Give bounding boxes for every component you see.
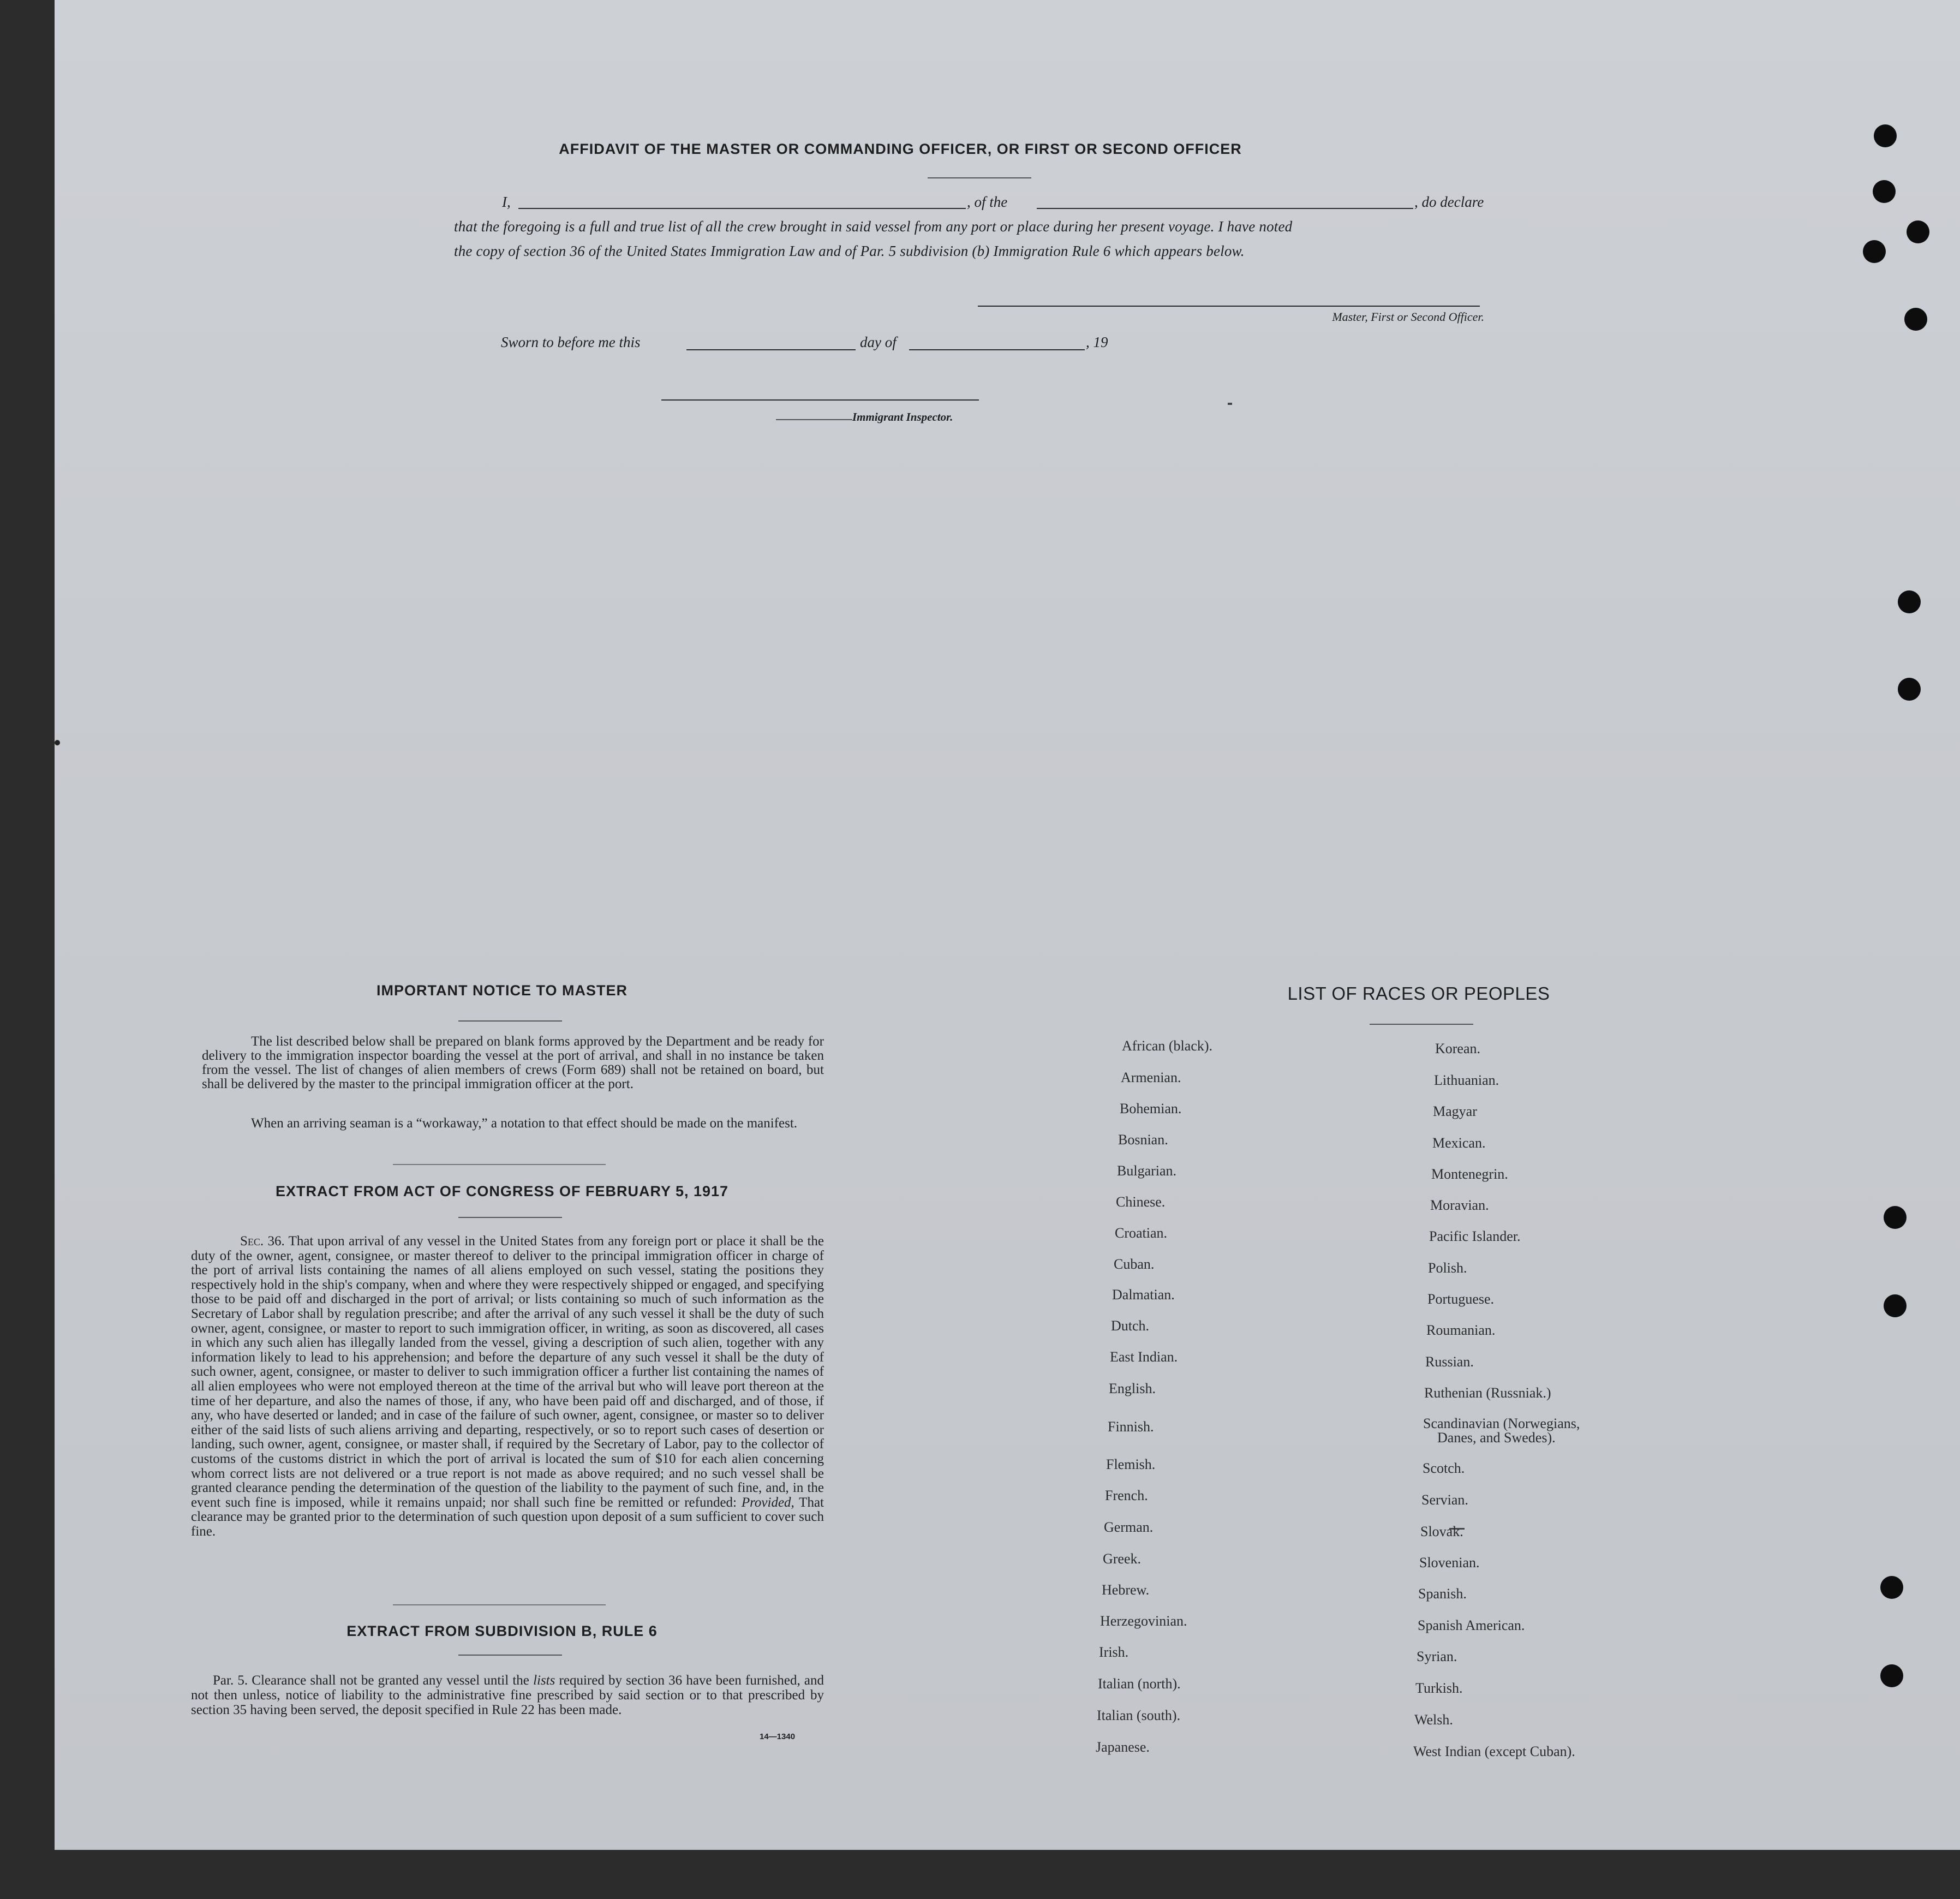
race-item: Finnish.: [1108, 1419, 1154, 1435]
race-item: Italian (south).: [1097, 1707, 1181, 1723]
inspector-label: Immigrant Inspector.: [852, 410, 953, 423]
rule-extract-body: [191, 1673, 824, 1717]
race-item: Moravian.: [1430, 1197, 1489, 1213]
divider: [458, 1020, 562, 1022]
binder-hole: [1874, 124, 1897, 147]
section-36-text: That upon arrival of any vessel in the United States from any foreign port or place it shall be the duty of the owner, agent, consignee, or master thereof to deliver to the principal immigration officer in charge of the port of arrival lists containing the names of all aliens employed on such vessel, stating the positions they respectively hold in the ship's company, when and where they were respectively shipped or engaged, and specifying those to be paid off and discharged in the port of arrival; or lists containing so much of such information as the Secretary of Labor shall by regulation prescribe; and after the arrival of any such vessel it shall be the duty of such owner, agent, consignee, or master to report to such immigration officer, in writing, as soon as discovered, all cases in which any such alien has illegally landed from the vessel, giving a description of such alien, together with any information likely to lead to his apprehension; and before the departure of any such vessel it shall be the duty of such owner, agent, consignee, or master to deliver to such immigration officer a further list containing the names of all alien employees who were not employed thereon at the time of the arrival but who will leave port thereon at the time of her departure, and also the names of those, if any, who have been paid off and discharged, and of those, if any, who have deserted or landed; and in case of the failure of such owner, agent, consignee, or master so to deliver either of the said lists of such aliens arriving and departing, respectively, or so to report such cases of desertion or landing, such owner, agent, consignee, or master shall, if required by the Secretary of Labor, pay to the collector of customs of the customs district in which the port of arrival is located the sum of $10 for each alien concerning whom correct lists are not delivered or a true report is not made as above required; and no such vessel shall be granted clearance pending the determination of the question of the liability to the payment of such fine, and, in the event such fine is imposed, while it remains unpaid; nor shall such fine be remitted or refunded:: [191, 1234, 824, 1510]
race-item: Scotch.: [1423, 1460, 1465, 1476]
master-name-blank[interactable]: [518, 208, 966, 209]
race-item: Cuban.: [1114, 1256, 1155, 1272]
race-item: Pacific Islander.: [1429, 1228, 1521, 1244]
race-item: Dalmatian.: [1112, 1287, 1175, 1303]
section-label: Sec. 36.: [240, 1234, 285, 1249]
race-item: Greek.: [1103, 1551, 1142, 1567]
race-item: Irish.: [1099, 1644, 1129, 1660]
race-item: Chinese.: [1116, 1194, 1166, 1210]
race-item: Herzegovinian.: [1100, 1613, 1187, 1629]
paper-sheet: [55, 0, 1960, 1850]
race-item: Turkish.: [1415, 1680, 1463, 1696]
race-item: Magyar: [1433, 1103, 1477, 1119]
affidavit-line-3: the copy of section 36 of the United States Immigration Law and of Par. 5 subdivision (b) Immigration Rule 6 which appears below.: [454, 243, 1245, 259]
binder-hole: [1873, 180, 1896, 203]
race-item: East Indian.: [1110, 1349, 1178, 1365]
race-item: Armenian.: [1121, 1070, 1181, 1085]
race-item: Roumanian.: [1426, 1322, 1496, 1338]
sworn-text: Sworn to before me this: [501, 334, 641, 350]
divider: [458, 1655, 562, 1656]
race-item: German.: [1104, 1519, 1154, 1535]
inspector-short-rule: [776, 419, 852, 420]
race-item: Bosnian.: [1118, 1132, 1168, 1148]
race-item: Ruthenian (Russniak.): [1424, 1385, 1551, 1401]
race-item-line: Scandinavian (Norwegians,: [1423, 1416, 1580, 1431]
inspector-signature-blank[interactable]: [661, 399, 979, 401]
races-title: LIST OF RACES OR PEOPLES: [1287, 983, 1550, 1004]
dust-spot: [55, 740, 60, 745]
race-item: Mexican.: [1432, 1135, 1486, 1151]
stray-mark: [1228, 403, 1232, 405]
binder-hole: [1898, 678, 1921, 701]
race-item: Bohemian.: [1120, 1101, 1182, 1116]
section-36-end-text: That clearance may be granted prior to the determination of such question upon deposit of a sum sufficient to cover such fine.: [191, 1495, 824, 1539]
race-item: West Indian (except Cuban).: [1413, 1743, 1575, 1759]
divider: [458, 1217, 562, 1218]
race-item: Italian (north).: [1098, 1676, 1181, 1692]
race-item: Syrian.: [1417, 1649, 1457, 1664]
notice-paragraph-2: When an arriving seaman is a “workaway,” a notation to that effect should be made on the manifest.: [251, 1116, 798, 1131]
lists-text: lists: [533, 1673, 555, 1688]
race-item: Portuguese.: [1427, 1291, 1495, 1307]
divider: [1370, 1024, 1473, 1025]
form-number: 14—1340: [760, 1732, 796, 1741]
binder-hole: [1904, 308, 1927, 331]
divider: [393, 1164, 606, 1165]
notice-title: IMPORTANT NOTICE TO MASTER: [377, 982, 628, 999]
race-item: Slovak.: [1420, 1524, 1463, 1539]
binder-hole: [1884, 1206, 1907, 1229]
race-item: Hebrew.: [1102, 1582, 1150, 1598]
race-item: Polish.: [1428, 1260, 1467, 1276]
sworn-line: [501, 334, 1210, 354]
binder-hole: [1880, 1664, 1903, 1687]
race-item: Japanese.: [1096, 1739, 1150, 1755]
sworn-day-blank[interactable]: [686, 349, 856, 350]
divider: [393, 1604, 606, 1605]
signature-blank[interactable]: [978, 306, 1480, 307]
binder-hole: [1898, 590, 1921, 613]
affidavit-title: AFFIDAVIT OF THE MASTER OR COMMANDING OFFICER, OR FIRST OR SECOND OFFICER: [559, 141, 1242, 157]
race-item: Russian.: [1425, 1354, 1474, 1370]
notice-paragraph-1: The list described below shall be prepared on blank forms approved by the Department and be ready for delivery to the immigration inspector boarding the vessel at the port of arrival, and shall in no instance be taken from the vessel. The list of changes of alien members of crews (Form 689) shall not be retained on board, but shall be delivered by the master to the principal immigration officer at the port.: [202, 1034, 824, 1091]
affidavit-i-text: I,: [502, 194, 511, 210]
binder-hole: [1863, 240, 1886, 263]
race-item: Welsh.: [1414, 1712, 1453, 1728]
race-item: Spanish.: [1418, 1586, 1467, 1602]
race-item: African (black).: [1122, 1038, 1213, 1054]
race-item: Lithuanian.: [1434, 1072, 1499, 1088]
race-item: Korean.: [1435, 1041, 1481, 1056]
year-prefix-text: , 19: [1086, 334, 1108, 350]
race-item: Servian.: [1421, 1492, 1468, 1508]
binder-hole: [1884, 1294, 1907, 1317]
race-item: Dutch.: [1111, 1318, 1150, 1334]
race-item: Croatian.: [1115, 1225, 1168, 1241]
par-5-end-text: required by section 36 have been furnished, and not then unless, notice of liability to the administrative fine prescribed by said section or to that prescribed by section 35 having been served, the deposit specified in Rule 22 has been made.: [191, 1673, 824, 1717]
divider: [928, 177, 1031, 178]
race-item: Bulgarian.: [1117, 1163, 1177, 1179]
day-of-text: day of: [860, 334, 897, 350]
race-item: Flemish.: [1106, 1456, 1156, 1472]
binder-hole: [1907, 220, 1929, 243]
race-item: Montenegrin.: [1431, 1166, 1508, 1182]
race-item: English.: [1109, 1381, 1156, 1396]
binder-hole: [1880, 1576, 1903, 1599]
act-extract-title: EXTRACT FROM ACT OF CONGRESS OF FEBRUARY 5, 1917: [275, 1183, 729, 1199]
vessel-name-blank[interactable]: [1037, 208, 1413, 209]
declare-text: , do declare: [1414, 194, 1484, 210]
par-5-text: Par. 5. Clearance shall not be granted any vessel until the: [213, 1673, 529, 1688]
of-the-text: , of the: [967, 194, 1008, 210]
provided-text: Provided,: [741, 1495, 794, 1510]
race-item: Slovenian.: [1419, 1555, 1480, 1570]
race-item: Spanish American.: [1418, 1617, 1525, 1633]
race-item-continuation: Danes, and Swedes).: [1437, 1430, 1556, 1446]
affidavit-line-2: that the foregoing is a full and true list of all the crew brought in said vessel from any port or place during her present voyage. I have noted: [454, 218, 1293, 235]
rule-extract-title: EXTRACT FROM SUBDIVISION B, RULE 6: [346, 1623, 658, 1639]
affidavit-line-1: [502, 194, 1571, 212]
act-extract-body: [191, 1234, 824, 1539]
sworn-month-blank[interactable]: [909, 349, 1085, 350]
signature-label: Master, First or Second Officer.: [1332, 310, 1484, 324]
race-item: [1423, 1417, 1620, 1445]
race-item: French.: [1105, 1488, 1148, 1503]
